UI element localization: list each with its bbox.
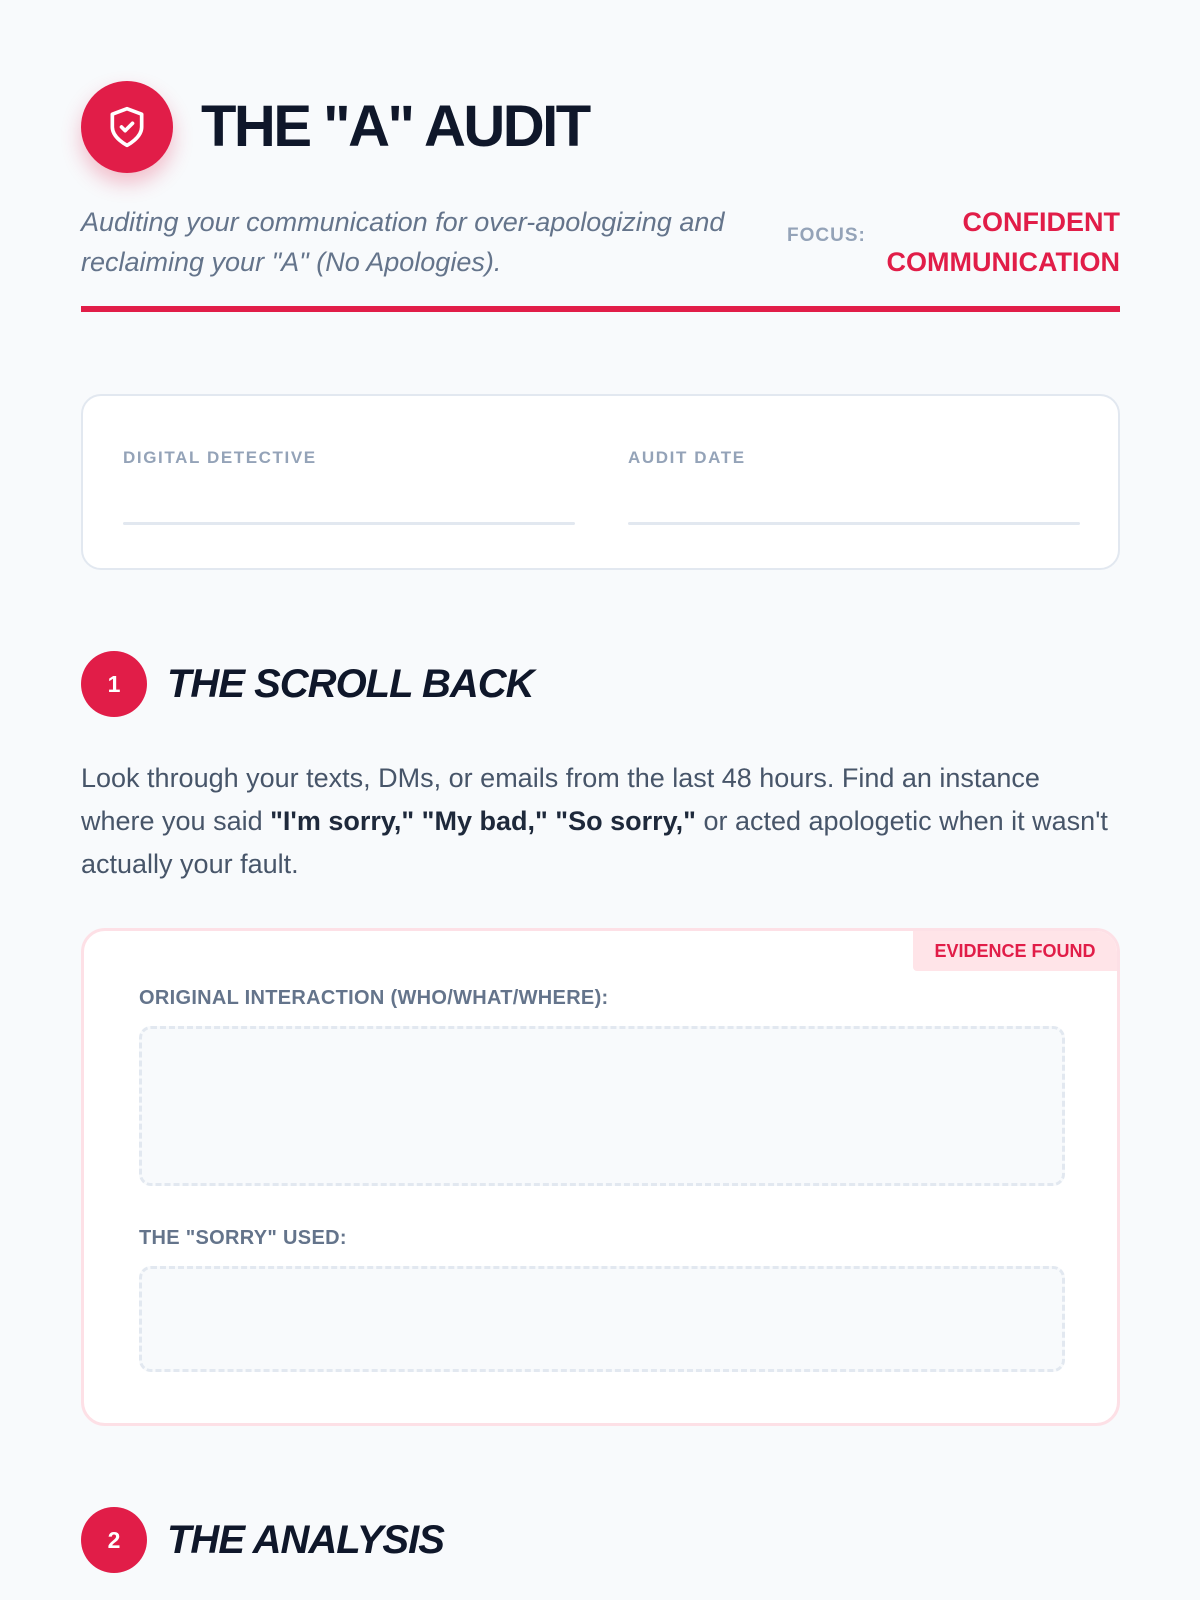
shield-check-icon — [105, 105, 149, 149]
sorry-used-input[interactable] — [139, 1266, 1065, 1372]
audit-date-field — [628, 448, 1080, 525]
section-scroll-back-heading — [81, 651, 533, 717]
evidence-card — [81, 928, 1120, 1426]
page-title: THE "A" AUDIT — [201, 94, 589, 159]
sorry-used-label: THE "SORRY" USED: — [139, 1227, 347, 1249]
instructions-text: Look through your texts, DMs, or emails from the last 48 hours. Find an instance where you said — [81, 763, 1040, 836]
interaction-label: ORIGINAL INTERACTION (WHO/WHAT/WHERE): — [139, 987, 609, 1009]
section-instructions — [81, 757, 1120, 886]
page-header — [81, 81, 589, 173]
focus-label: FOCUS: — [787, 225, 866, 246]
detective-input-line[interactable] — [123, 522, 575, 525]
section-number-badge: 2 — [81, 1507, 147, 1573]
tagline: Auditing your communication for over-apologizing and reclaiming your "A" (No Apologies). — [81, 207, 725, 277]
subhead — [81, 202, 1120, 282]
detective-field — [123, 448, 575, 525]
audit-date-input-line[interactable] — [628, 522, 1080, 525]
logo-badge — [81, 81, 173, 173]
instructions-emphasis: "I'm sorry," "My bad," "So sorry," — [270, 806, 696, 836]
section-title: THE SCROLL BACK — [167, 661, 534, 706]
section-analysis-heading — [81, 1507, 444, 1573]
info-card — [81, 394, 1120, 570]
audit-date-label: AUDIT DATE — [628, 448, 746, 467]
section-title: THE ANALYSIS — [167, 1517, 444, 1562]
section-number-badge: 1 — [81, 651, 147, 717]
evidence-found-tag: EVIDENCE FOUND — [913, 931, 1117, 971]
instructions-text-end: or acted apologetic when it wasn't actually your fault. — [81, 806, 1108, 879]
focus-value: CONFIDENT COMMUNICATION — [886, 207, 1120, 277]
interaction-input[interactable] — [139, 1026, 1065, 1186]
title-divider — [81, 306, 1120, 312]
detective-label: DIGITAL DETECTIVE — [123, 448, 317, 467]
